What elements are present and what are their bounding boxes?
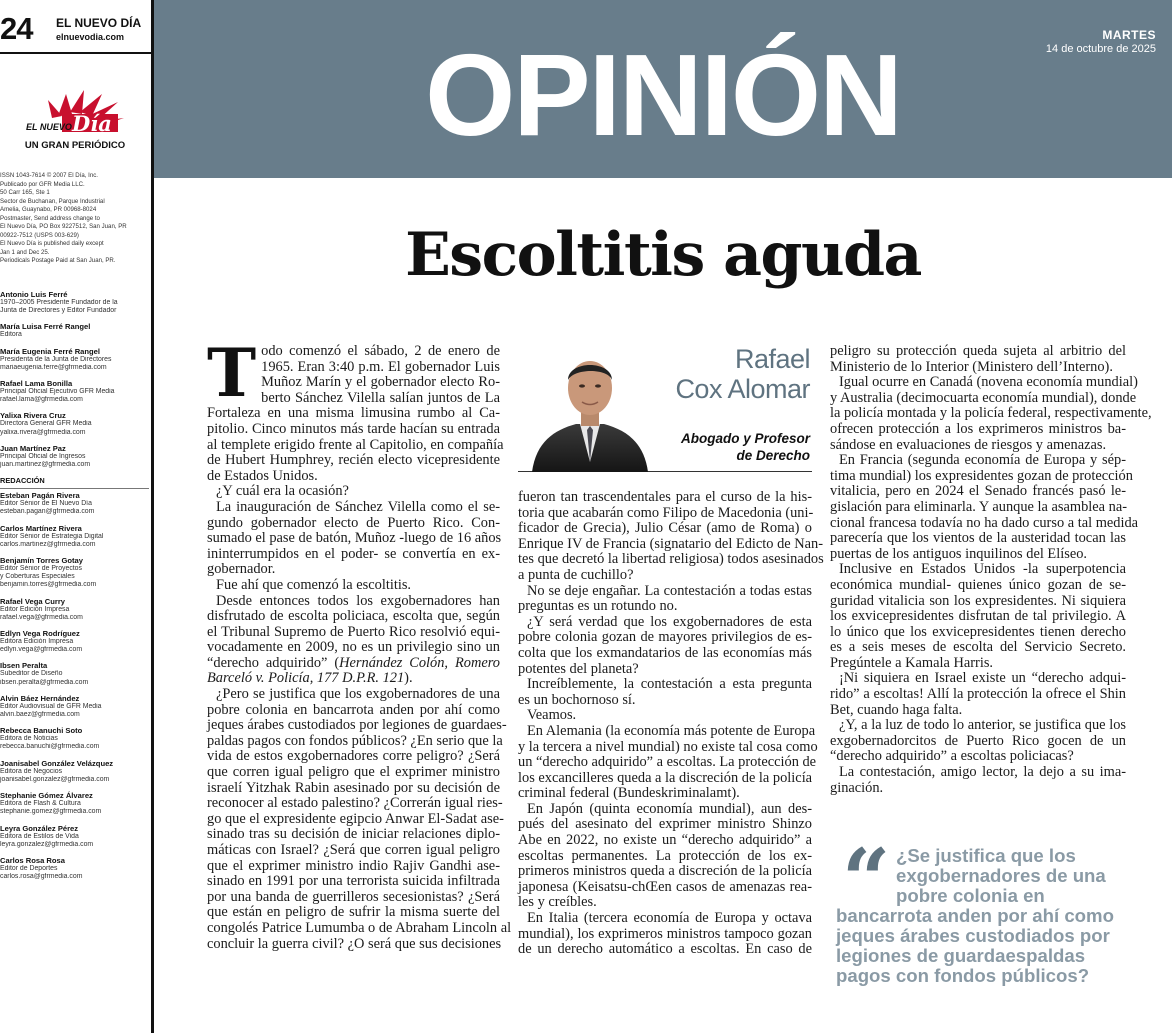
staff-name: Rafael Lama Bonilla xyxy=(0,379,73,389)
article-line: es un bochornoso sí. xyxy=(518,691,636,708)
issue-date: 14 de octubre de 2025 xyxy=(1045,43,1156,55)
article-line: pobre colonia en bancarrota anden por ahí como xyxy=(207,701,500,718)
staff-entry xyxy=(0,491,149,516)
staff-entry xyxy=(0,524,149,549)
legal-line: Periodicals Postage Paid at San Juan, PR. xyxy=(0,257,116,264)
staff-detail: rebecca.banuchi@gfrmedia.com xyxy=(0,743,100,751)
article-column-2 xyxy=(518,489,824,958)
article-line: y la tercera a nivel mundial) no existe tal cosa como xyxy=(518,738,818,755)
article-line: congolés Patrice Lumumba o de Abraham Lincoln al xyxy=(207,919,512,936)
article-line: Fortaleza en una misma limusina rumbo al Ca- xyxy=(207,405,500,422)
article-line xyxy=(207,656,500,672)
article-line: gundo gobernador electo de Puerto Rico. Con- xyxy=(207,514,500,531)
article-line: ofrecen protección a los exprimeros ministros ba- xyxy=(830,420,1126,437)
staff-detail: ibsen.peralta@gfrmedia.com xyxy=(0,678,89,686)
article-line: la policía montada y la policía federal, respectivamente, xyxy=(830,405,1152,422)
article-line: Inclusive en Estados Unidos -la superpotencia xyxy=(839,561,1126,578)
pull-quote-line: bancarrota anden por ahí como xyxy=(836,905,1114,926)
drop-cap: T xyxy=(207,334,257,412)
staff-name: Stephanie Gómez Álvarez xyxy=(0,791,93,801)
article-line: concluir la guerra civil? ¿O será que sus decisiones xyxy=(207,935,502,952)
article-line: a punta de cuchillo? xyxy=(518,566,634,583)
article-line: y Australia (decimocuarta economía mundial), donde xyxy=(830,389,1137,406)
staff-name: Alvin Báez Hernández xyxy=(0,693,80,703)
article-line: Bet, cuando haga falta. xyxy=(830,701,963,718)
staff-detail: carlos.martinez@gfrmedia.com xyxy=(0,540,96,548)
staff-detail: rafael.lama@gfrmedia.com xyxy=(0,396,83,404)
article-line: rido” a escoltas! Allí la protección la ofrece el Shin xyxy=(830,686,1126,703)
article-line: La contestación, amigo lector, la dejo a su ima- xyxy=(839,764,1126,781)
logo-main-text: Día xyxy=(72,111,112,136)
staff-name: Rafael Vega Curry xyxy=(0,596,65,606)
article-line: tes que decretó la libertad religiosa) todos asesinados xyxy=(518,551,824,568)
article-line: preguntas es un rotundo no. xyxy=(518,598,678,615)
article-line: de un derecho automático a escoltas. En caso de xyxy=(518,941,812,958)
staff-name: Carlos Rosa Rosa xyxy=(0,855,65,865)
staff-name: María Luisa Ferré Rangel xyxy=(0,322,91,332)
staff-detail: mariaeugenia.ferre@gfrmedia.com xyxy=(0,363,107,371)
staff-entry xyxy=(0,856,149,881)
article-line: peligro su protección queda sujeta al arbitrio del xyxy=(830,343,1126,359)
staff-name: Yalixa Rivera Cruz xyxy=(0,411,66,421)
staff-detail: juan.martinez@gfrmedia.com xyxy=(0,461,91,469)
staff-detail: Editor Audiovisual de GFR Media xyxy=(0,702,102,710)
article-line: En Japón (quinta economía mundial), aun des- xyxy=(527,800,812,817)
article-line: israelí Yitzhak Rabin asesinado por su decisión de xyxy=(207,779,500,796)
staff-detail: joanisabel.gonzalez@gfrmedia.com xyxy=(0,775,110,783)
pull-quote-line: exgobernadores de una xyxy=(896,865,1106,886)
staff-detail: Editora de Estilos de Vida xyxy=(0,832,79,840)
article-line: cional francesa todavía no ha dado curso a tal medida xyxy=(830,514,1139,531)
staff-detail: esteban.pagan@gfrmedia.com xyxy=(0,508,95,516)
staff-detail: Editor Sénior de El Nuevo Día xyxy=(0,500,92,508)
legal-line: Publicado por GFR Media LLC. xyxy=(0,180,85,188)
article-line: ininterrumpidos en el poder- se convertía en ex- xyxy=(207,545,500,562)
staff-detail: Editor de Deportes xyxy=(0,864,58,872)
staff-detail: Editora de Negocios xyxy=(0,767,63,775)
article-line: Veamos. xyxy=(527,707,577,724)
article-column-1 xyxy=(207,334,512,952)
article-line: parecería que los vientos de la austeridad tocan las xyxy=(830,530,1126,547)
staff-name: Benjamín Torres Gotay xyxy=(0,556,83,566)
article-line: que el exprimer ministro indio Rajiv Gandhi ase- xyxy=(207,857,500,874)
staff-detail: Principal Oficial Ejecutivo GFR Media xyxy=(0,388,115,396)
article-headline: Escoltitis aguda xyxy=(405,220,921,290)
article-line: sinado tras su decisión de iniciar relaciones diplo- xyxy=(207,826,500,843)
article-line: por una banda de guerrilleros secesionistas? ¿Será xyxy=(207,888,500,905)
legal-line: Jan 1 and Dec 25. xyxy=(0,248,50,256)
staff-entry xyxy=(0,444,149,469)
staff-detail: stephanie.gomez@gfrmedia.com xyxy=(0,808,102,816)
article-line: vocadamente en 2009, no es un privilegio sino un xyxy=(207,639,500,656)
staff-name: Rebecca Banuchi Soto xyxy=(0,726,83,736)
article-line: Ministerio de lo Interior (Ministero dell’Interno). xyxy=(830,358,1113,375)
staff-entry xyxy=(0,597,149,622)
article-line: Fue ahí que comenzó la escoltitis. xyxy=(216,576,412,593)
author-photo xyxy=(528,350,652,472)
article-line: que corren igual peligro que el exprimer ministro xyxy=(207,764,500,781)
staff-entry xyxy=(0,629,149,654)
staff-entry xyxy=(0,661,149,686)
issue-day: MARTES xyxy=(1102,28,1156,42)
article-line: Abe en 2022, no existe un “derecho adquirido” a xyxy=(518,832,812,849)
legal-line: Amelia, Guaynabo, PR 00968-8024 xyxy=(0,206,97,213)
quote-mark-icon: “ xyxy=(842,830,891,929)
staff-detail: 1970–2005 Presidente Fundador de la xyxy=(0,299,118,306)
legal-line: El Nuevo Día, PO Box 9227512, San Juan, PR xyxy=(0,223,127,230)
paper-url: elnuevodia.com xyxy=(56,32,125,42)
article-line: En Francia (segunda economía de Europa y sép- xyxy=(839,452,1126,469)
article-line: pitolio. Cinco minutos más tarde hacían su entrada xyxy=(207,420,500,437)
author-role xyxy=(681,430,810,464)
staff-detail: Editor Sénior de Estrategia Digital xyxy=(0,532,104,540)
staff-name: Juan Martínez Paz xyxy=(0,443,66,453)
section-banner xyxy=(154,0,1172,178)
staff-name: Antonio Luis Ferré xyxy=(0,290,68,299)
newsroom-label: REDACCIÓN xyxy=(0,476,149,489)
author-last-name: Cox Alomar xyxy=(675,374,810,404)
staff-entry xyxy=(0,411,149,436)
staff-name: María Eugenia Ferré Rangel xyxy=(0,346,101,356)
page-number: 24 xyxy=(0,11,33,46)
author-role-line: Abogado y Profesor xyxy=(680,431,810,446)
article-line: les y creíbles. xyxy=(518,894,597,911)
article-line: sumado el pase de batón, Muñoz -luego de 16 años xyxy=(207,530,502,547)
staff-detail: leyra.gonzalez@gfrmedia.com xyxy=(0,840,94,848)
logo-tagline: UN GRAN PERIÓDICO xyxy=(24,140,126,151)
legal-line: El Nuevo Día is published daily except xyxy=(0,240,104,247)
page-header xyxy=(0,12,150,48)
article-line: máticas con Israel? ¿Será que corren igual peligro xyxy=(207,842,500,858)
pull-quote-line: jeques árabes custodiados por xyxy=(836,925,1110,946)
article-column-3 xyxy=(830,343,1152,796)
article-line: al templete erigido frente al Capitolio, en compañía xyxy=(207,436,504,453)
article-line: go que el expresidente egipcio Anwar El-Sadat ase- xyxy=(207,810,504,827)
legal-line: 50 Carr 165, Ste 1 xyxy=(0,189,50,196)
article-line: primeros ministros queda a discreción de la policía xyxy=(518,863,812,880)
masthead-sidebar xyxy=(0,0,152,1033)
article-line: En Alemania (la economía más potente de Europa xyxy=(527,722,816,739)
article-line: exgobernadorcitos de Puerto Rico gocen de un xyxy=(830,732,1126,749)
article-line: gobernador. xyxy=(207,561,276,578)
article-line: japonesa (Keisatsu-chŒen casos de amenazas rea- xyxy=(518,878,812,895)
author-first-name: Rafael xyxy=(734,344,810,374)
article-line: En Italia (tercera economía de Europa y octava xyxy=(527,910,812,927)
article-line: guridad vitalicia son los expresidentes. Ni siquiera xyxy=(830,592,1126,609)
article-line: pobre colonia gozan de mayores privilegios de es- xyxy=(518,629,812,646)
staff-detail: Editor Edición Impresa xyxy=(0,605,70,613)
staff-detail: Editora de Noticias xyxy=(0,735,58,743)
article-line: el Tribunal Supremo de Puerto Rico resolvió equi- xyxy=(207,623,500,640)
article-line: Desde entonces todos los exgobernadores han xyxy=(216,592,500,609)
article-line: fueron tan trascendentales para el curso de la his- xyxy=(518,489,812,505)
article-line: Muñoz Marín y el gobernador electo Ro- xyxy=(261,374,500,391)
pull-quote xyxy=(836,830,1136,986)
staff-detail: Directora General GFR Media xyxy=(0,420,92,428)
article-line: de Estados Unidos. xyxy=(207,467,318,484)
paper-name: EL NUEVO DÍA xyxy=(56,16,142,30)
article-line: de Hubert Humphrey, recién electo vicepresidente xyxy=(207,452,500,469)
newspaper-logo xyxy=(22,88,132,148)
staff-detail: Subeditor de Diseño xyxy=(0,670,63,678)
staff-detail: alvin.baez@gfrmedia.com xyxy=(0,711,80,719)
article-line: es a seis meses de escolta del Servicio Secreto. xyxy=(830,639,1126,656)
staff-detail: Junta de Directores y Editor Fundador xyxy=(0,307,117,315)
staff-entry xyxy=(0,759,149,784)
article-line: potentes del planeta? xyxy=(518,660,639,677)
staff-detail: edlyn.vega@gfrmedia.com xyxy=(0,646,83,654)
article-line: gislación para eliminarla. Y aunque la asamblea na- xyxy=(830,498,1128,515)
article-line: puertas de los antiguos inquilinos del Elíseo. xyxy=(830,545,1088,562)
article-line: sinado en 1991 por una terrorista suicida infiltrada xyxy=(207,873,500,890)
staff-detail: carlos.rosa@gfrmedia.com xyxy=(0,873,83,881)
legal-line: Sector de Buchanan, Parque Industrial xyxy=(0,197,105,205)
legal-notice xyxy=(0,172,148,266)
quote-open: “derecho adquirido” ( xyxy=(207,654,340,671)
article-line: La inauguración de Sánchez Vilella como el se- xyxy=(216,498,500,515)
article-line: económica mundial- quienes único gozan de se- xyxy=(830,576,1126,593)
article-line: vitalicia, pero en 2024 el Senado francés pasó le- xyxy=(830,483,1126,500)
staff-detail: Presidenta de la Junta de Directores xyxy=(0,355,112,363)
article-line: paldas pagos con fondos públicos? ¿En serio que la xyxy=(207,732,503,749)
staff-detail: Editora de Flash & Cultura xyxy=(0,800,81,808)
article-line: disfrutado de escolta policiaca, escolta que, según xyxy=(207,608,500,625)
article-line: criminal federal (Bundeskriminalamt). xyxy=(518,785,740,802)
article-line: Igual ocurre en Canadá (novena economía mundial) xyxy=(839,374,1138,391)
article-line: los exvicepresidentes disfrutan de tal privilegio. A xyxy=(830,608,1126,625)
article-line: ¿Y, a la luz de todo lo anterior, se justifica que los xyxy=(839,717,1126,734)
legal-line: ISSN 1043-7614 © 2007 El Día, Inc. xyxy=(0,172,98,179)
pull-quote-line: pobre colonia en xyxy=(896,885,1045,906)
staff-name: Joanisabel González Velázquez xyxy=(0,758,114,768)
author-role-line: de Derecho xyxy=(736,448,810,463)
article-line: lo único que los exvicepresidentes tienen derecho xyxy=(830,623,1126,640)
pull-quote-line: ¿Se justifica que los xyxy=(896,845,1076,866)
article-line: ficador de Grecia), Julio César (amo de Roma) o xyxy=(518,520,812,537)
article-line: colta que los exmandatarios de las economías más xyxy=(518,644,812,661)
article-line: un “derecho adquirido” a escoltas. La protección de xyxy=(518,754,817,771)
staff-detail: rafael.vega@gfrmedia.com xyxy=(0,613,83,621)
staff-name: Leyra González Pérez xyxy=(0,823,79,833)
article-line: ¿Y será verdad que los exgobernadores de esta xyxy=(527,613,812,630)
section-title: OPINIÓN xyxy=(425,30,901,160)
article-line xyxy=(207,671,500,687)
article-line: tima mundial) los expresidentes gozan de protección xyxy=(830,467,1133,484)
pull-quote-line: pagos con fondos públicos? xyxy=(836,965,1090,986)
article-line: sándose en evaluaciones de riesgos y amenazas. xyxy=(830,436,1107,453)
article-line: escoltas permanentes. La protección de los ex- xyxy=(518,847,812,864)
staff-detail: y Coberturas Especiales xyxy=(0,573,75,581)
article-line: mundial), los exprimeros ministros tampoco gozan xyxy=(518,925,812,942)
staff-entry xyxy=(0,824,149,849)
logo-small-text: EL NUEVO xyxy=(26,122,72,132)
pull-quote-line: legiones de guardaespaldas xyxy=(836,945,1086,966)
case-citation: Hernández Colón, Romero xyxy=(339,654,500,671)
article-line: Enrique IV de Francia (signatario del Edicto de Nan- xyxy=(518,535,824,552)
case-citation: Barceló v. Policía, 177 D.P.R. 121 xyxy=(207,670,405,687)
article-line: jeques árabes custodiados por legiones de guardaes- xyxy=(207,717,507,734)
article-area xyxy=(154,178,1172,1033)
article-line: pués del asesinato del exprimer ministro Shinzo xyxy=(518,816,812,833)
article-line: “derecho adquirido” a escoltas policiacas? xyxy=(830,748,1074,765)
staff-directory xyxy=(0,290,149,888)
legal-line: Postmaster, Send address change to xyxy=(0,214,100,222)
article-line: que están en peligro de sufrir la misma suerte del xyxy=(207,904,500,921)
staff-entry xyxy=(0,347,149,372)
staff-entry xyxy=(0,694,149,719)
article-line: toria que acabarán como Filipo de Macedonia (uni- xyxy=(518,504,814,521)
staff-detail: Editor Sénior de Proyectos xyxy=(0,565,82,573)
staff-detail: Editora Edición Impresa xyxy=(0,638,74,646)
article-line: ¿Y cuál era la ocasión? xyxy=(216,483,349,500)
header-divider xyxy=(0,52,151,54)
article-line: 1965. Eran 3:40 p.m. El gobernador Luis xyxy=(261,358,500,375)
article-line: ¡Ni siquiera en Israel existe un “derecho adqui- xyxy=(839,670,1126,687)
article-line: odo comenzó el sábado, 2 de enero de xyxy=(261,343,500,359)
article-line: Pregúntele a Kamala Harris. xyxy=(830,654,994,671)
article-line: ¿Pero se justifica que los exgobernadores de una xyxy=(216,686,500,703)
staff-name: Esteban Pagán Rivera xyxy=(0,491,80,501)
staff-name: Ibsen Peralta xyxy=(0,661,48,671)
staff-entry xyxy=(0,379,149,404)
author-name xyxy=(675,344,810,404)
author-byline xyxy=(518,344,812,472)
article-line: berto Sánchez Vilella salían juntos de La xyxy=(261,389,500,406)
legal-line: 00922-7512 (USPS 003-629) xyxy=(0,231,79,239)
staff-entry xyxy=(0,290,149,315)
staff-name: Carlos Martínez Rivera xyxy=(0,523,82,533)
article-line: los excancilleres queda a la discreción de la policía xyxy=(518,769,813,786)
staff-name: Edlyn Vega Rodríguez xyxy=(0,629,80,639)
staff-entry xyxy=(0,556,149,590)
staff-detail: Principal Oficial de Ingresos xyxy=(0,452,86,460)
article-line: reconocer al estado palestino? ¿Correrán igual ries- xyxy=(207,795,503,812)
article-line: No se deje engañar. La contestación a todas estas xyxy=(527,582,812,599)
quote-close: ). xyxy=(404,670,413,687)
article-line: vida de estos exgobernadores corre peligro? ¿Será xyxy=(207,748,500,765)
article-line: ginación. xyxy=(830,779,884,796)
staff-detail: benjamin.torres@gfrmedia.com xyxy=(0,581,97,589)
staff-detail: yalixa.rivera@gfrmedia.com xyxy=(0,428,86,436)
staff-entry xyxy=(0,791,149,816)
staff-entry xyxy=(0,726,149,751)
staff-entry xyxy=(0,322,149,339)
staff-detail: Editora xyxy=(0,331,22,339)
article-line: Increíblemente, la contestación a esta pregunta xyxy=(527,676,812,693)
